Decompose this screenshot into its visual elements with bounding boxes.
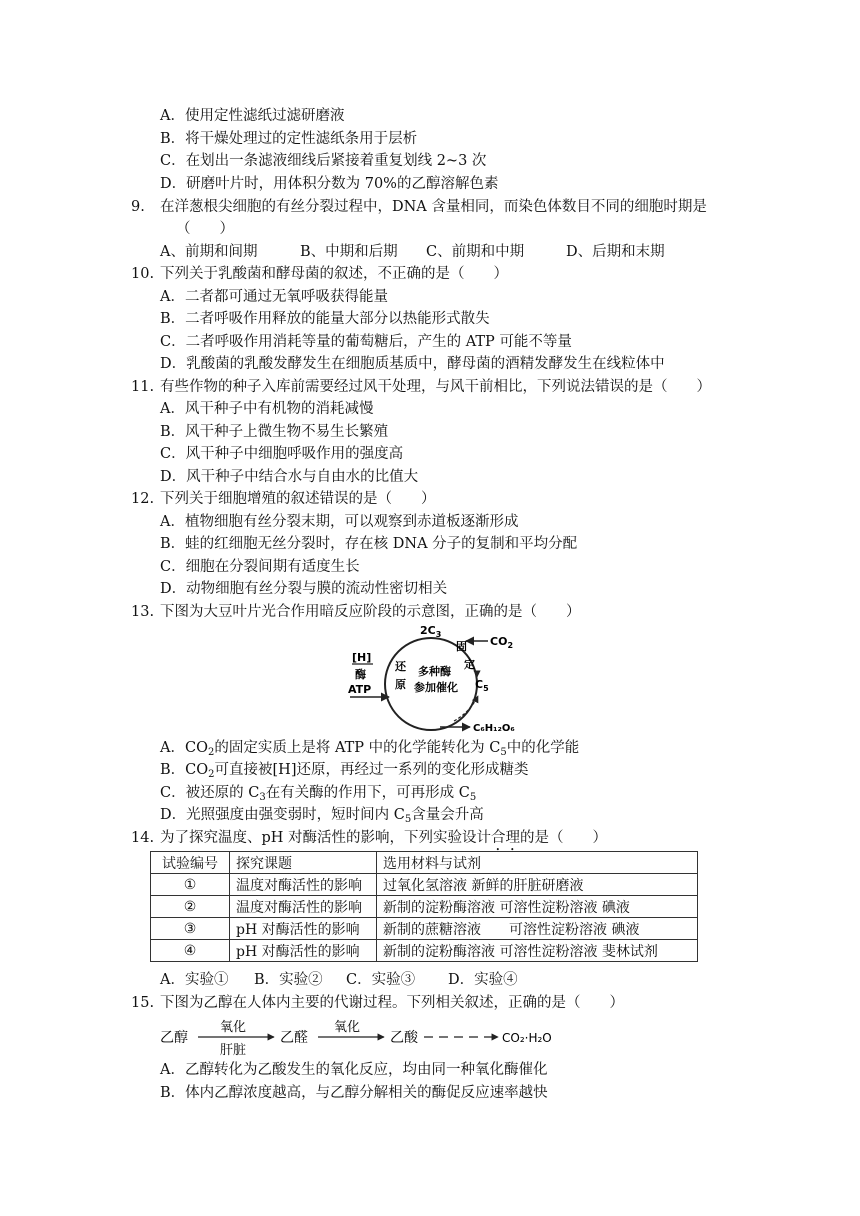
q11-number: 11. — [131, 379, 155, 395]
q9-option-b: B、中期和后期 — [300, 244, 398, 260]
q12-option-b: B．蛙的红细胞无丝分裂时，存在核 DNA 分子的复制和平均分配 — [160, 536, 578, 552]
q15-option-a: A．乙醇转化为乙酸发生的氧化反应，均由同一种氧化酶催化 — [160, 1062, 548, 1078]
products-label: CO₂·H₂O — [502, 1031, 552, 1045]
reduction-char-1: 还 — [395, 660, 406, 673]
center-label-2: 参加催化 — [414, 681, 458, 694]
table-cell: 新制的淀粉酶溶液 可溶性淀粉溶液 斐林试剂 — [377, 940, 698, 962]
acid-label: 乙酸 — [390, 1030, 418, 1046]
ethanol-pathway-diagram — [156, 1016, 576, 1058]
q8-option-a: A．使用定性滤纸过滤研磨液 — [160, 108, 345, 124]
table-cell: 新制的淀粉酶溶液 可溶性淀粉溶液 碘液 — [377, 896, 698, 918]
q9-option-a: A、前期和间期 — [160, 244, 258, 260]
liver-label: 肝脏 — [220, 1043, 247, 1058]
q14-option-d: D．实验④ — [448, 972, 518, 988]
q13-option-b: B．$CO_2$可直接被[H]还原，再经过一系列的变化形成糖类 — [160, 762, 529, 780]
q12-option-d: D．动物细胞有丝分裂与膜的流动性密切相关 — [160, 581, 448, 597]
q12-option-a: A．植物细胞有丝分裂末期，可以观察到赤道板逐渐形成 — [160, 514, 519, 530]
co2-label: $CO_2$ — [490, 635, 514, 650]
table-cell: 过氧化氢溶液 新鲜的肝脏研磨液 — [377, 874, 698, 896]
q14-option-b: B．实验② — [254, 972, 323, 988]
table-cell: pH 对酶活性的影响 — [230, 918, 377, 940]
table-cell: ① — [151, 874, 230, 896]
q14-number: 14. — [131, 830, 155, 846]
q10-option-c: C．二者呼吸作用消耗等量的葡萄糖后，产生的 ATP 可能不等量 — [160, 334, 572, 350]
reduction-char-2: 原 — [395, 678, 406, 691]
q13-option-c: C．被还原的 $C_3$在有关酶的作用下，可再形成 $C_5$ — [160, 785, 477, 803]
q10-stem: 下列关于乳酸菌和酵母菌的叙述，不正确的是（ ） — [160, 266, 508, 282]
q12-option-c: C．细胞在分裂间期有适度生长 — [160, 559, 360, 575]
q10-option-d: D．乳酸菌的乳酸发酵发生在细胞质基质中，酵母菌的酒精发酵发生在线粒体中 — [160, 356, 665, 372]
table-cell: ④ — [151, 940, 230, 962]
table-cell: 新制的蔗糖溶液 可溶性淀粉溶液 碘液 — [377, 918, 698, 940]
table-cell: ② — [151, 896, 230, 918]
atp-label: ATP — [348, 683, 372, 696]
q9-stem: 在洋葱根尖细胞的有丝分裂过程中，DNA 含量相同，而染色体数目不同的细胞时期是 — [160, 199, 707, 215]
experiment-table — [150, 851, 698, 962]
q10-option-a: A．二者都可通过无氧呼吸获得能量 — [160, 289, 388, 305]
table-row — [151, 918, 698, 940]
q14-option-a: A．实验① — [160, 972, 229, 988]
table-header: 试验编号 — [151, 852, 230, 874]
q9-option-c: C、前期和中期 — [426, 244, 525, 260]
q8-option-b: B．将干燥处理过的定性滤纸条用于层析 — [160, 131, 418, 147]
table-header-row — [151, 852, 698, 874]
table-header: 选用材料与试剂 — [377, 852, 698, 874]
center-label-1: 多种酶 — [418, 665, 451, 678]
oxidize-label-2: 氧化 — [334, 1020, 361, 1035]
table-row — [151, 940, 698, 962]
aldehyde-label: 乙醛 — [280, 1030, 308, 1046]
calvin-cycle-diagram — [336, 624, 536, 736]
q8-option-d: D．研磨叶片时，用体积分数为 70%的乙醇溶解色素 — [160, 176, 499, 192]
glucose-label: C₆H₁₂O₆ — [473, 723, 515, 734]
q13-number: 13. — [131, 604, 155, 620]
q9-answer-paren: （ ） — [176, 221, 234, 237]
c3-label: $2C_3$ — [420, 624, 442, 639]
table-row — [151, 896, 698, 918]
oxidize-label-1: 氧化 — [220, 1020, 247, 1035]
ethanol-label: 乙醇 — [160, 1030, 188, 1046]
q8-option-c: C．在划出一条滤液细线后紧接着重复划线 2~3 次 — [160, 153, 487, 169]
q11-option-c: C．风干种子中细胞呼吸作用的强度高 — [160, 446, 404, 462]
table-cell: 温度对酶活性的影响 — [230, 896, 377, 918]
q13-stem: 下图为大豆叶片光合作用暗反应阶段的示意图，正确的是（ ） — [160, 604, 581, 620]
h-label: [H] — [352, 651, 372, 664]
fixation-char-1: 固 — [456, 640, 467, 653]
fixation-char-2: 定 — [464, 658, 475, 671]
q13-option-a: A．$CO_2$的固定实质上是将 ATP 中的化学能转化为 $C_5$中的化学能 — [160, 740, 580, 758]
q12-number: 12. — [131, 491, 155, 507]
q11-option-b: B．风干种子上微生物不易生长繁殖 — [160, 424, 389, 440]
q10-number: 10. — [131, 266, 155, 282]
table-cell: ③ — [151, 918, 230, 940]
emphasis-word: 合理 — [491, 830, 521, 846]
q15-option-b: B．体内乙醇浓度越高，与乙醇分解相关的酶促反应速率越快 — [160, 1085, 548, 1101]
q14-option-c: C．实验③ — [346, 972, 416, 988]
q9-option-d: D、后期和末期 — [566, 244, 665, 260]
q10-option-b: B．二者呼吸作用释放的能量大部分以热能形式散失 — [160, 311, 490, 327]
q11-option-a: A．风干种子中有机物的消耗减慢 — [160, 401, 374, 417]
table-cell: pH 对酶活性的影响 — [230, 940, 377, 962]
q11-stem: 有些作物的种子入库前需要经过风干处理，与风干前相比，下列说法错误的是（ ） — [160, 379, 711, 395]
q15-stem: 下图为乙醇在人体内主要的代谢过程。下列相关叙述，正确的是（ ） — [160, 995, 624, 1011]
q11-option-d: D．风干种子中结合水与自由水的比值大 — [160, 469, 419, 485]
table-cell: 温度对酶活性的影响 — [230, 874, 377, 896]
c5-label: $C_5$ — [475, 678, 489, 693]
table-row — [151, 874, 698, 896]
q12-stem: 下列关于细胞增殖的叙述错误的是（ ） — [160, 491, 436, 507]
table-header: 探究课题 — [230, 852, 377, 874]
enzyme-label: 酶 — [355, 668, 366, 681]
q15-number: 15. — [131, 995, 155, 1011]
q9-number: 9. — [131, 199, 145, 215]
q13-option-d: D．光照强度由强变弱时，短时间内 $C_5$含量会升高 — [160, 807, 484, 825]
q14-stem: 为了探究温度、pH 对酶活性的影响，下列实验设计合理的是（ ） — [160, 830, 608, 846]
